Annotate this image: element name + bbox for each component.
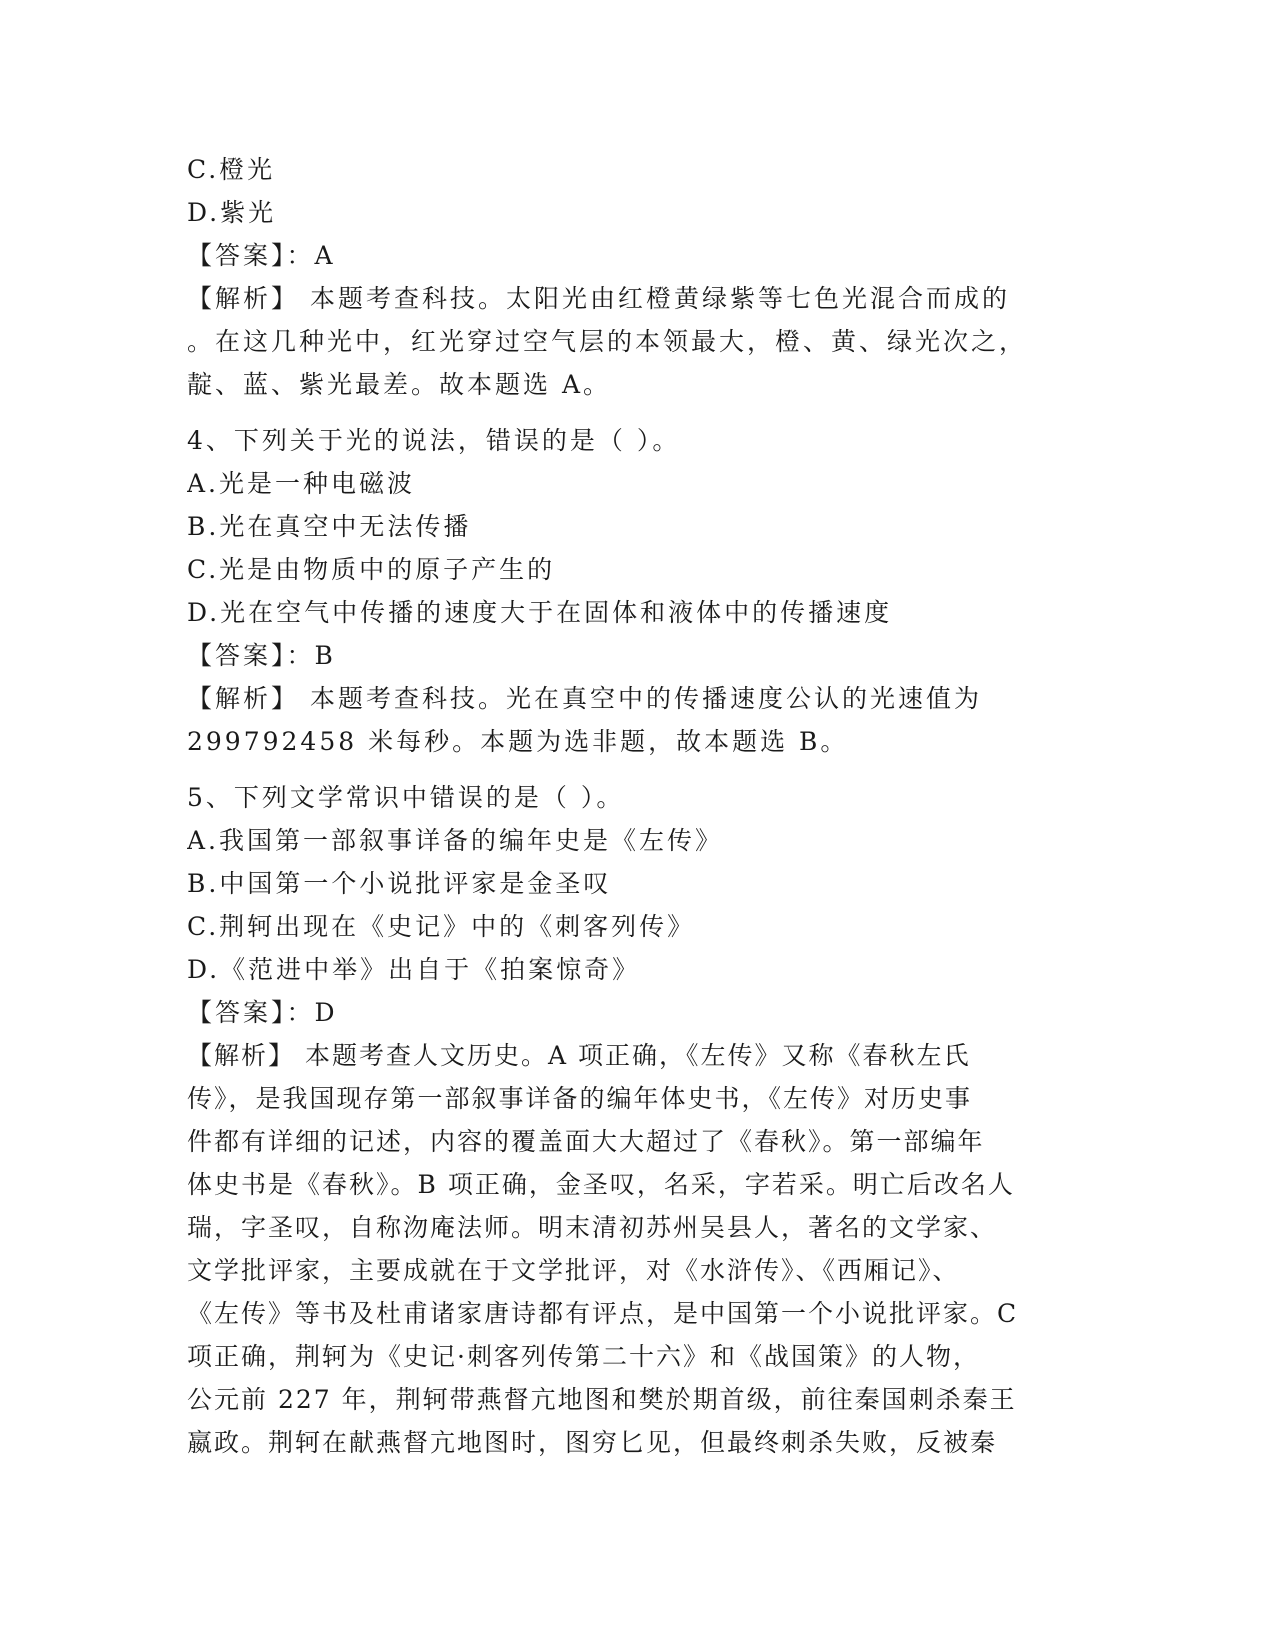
q4-analysis-line: 【解析】 本题考查科技。光在真空中的传播速度公认的光速值为 [187, 684, 982, 713]
document-content [187, 148, 1087, 1464]
q5-answer: 【答案】：D [187, 998, 338, 1027]
q3-option-c: C.橙光 [187, 155, 276, 184]
q5-option-b: B.中国第一个小说批评家是金圣叹 [187, 869, 612, 898]
q4-analysis-line: 299792458 米每秒。本题为选非题，故本题选 B。 [187, 727, 849, 756]
q5-analysis-line: 《左传》等书及杜甫诸家唐诗都有评点，是中国第一个小说批评家。C [187, 1299, 1019, 1328]
q5-analysis-line: 文学批评家，主要成就在于文学批评，对《水浒传》、《西厢记》、 [187, 1256, 960, 1285]
spacer [187, 763, 1087, 776]
q5-question: 5、下列文学常识中错误的是（ ）。 [187, 783, 625, 812]
q3-answer: 【答案】：A [187, 241, 336, 270]
q3-analysis-line: 。在这几种光中，红光穿过空气层的本领最大，橙、黄、绿光次之， [187, 327, 1028, 356]
q5-analysis-line: 瑞，字圣叹，自称沕庵法师。明末清初苏州吴县人，著名的文学家、 [187, 1213, 998, 1242]
q5-analysis-line: 项正确，荆轲为《史记·刺客列传第二十六》和《战国策》的人物， [187, 1342, 980, 1371]
q3-analysis-line: 靛、蓝、紫光最差。故本题选 A。 [187, 370, 612, 399]
q5-analysis-line: 【解析】 本题考查人文历史。A 项正确，《左传》又称《春秋左氏 [187, 1041, 971, 1070]
q4-option-c: C.光是由物质中的原子产生的 [187, 555, 556, 584]
q5-option-d: D.《范进中举》出自于《拍案惊奇》 [187, 955, 641, 984]
q5-analysis-line: 公元前 227 年，荆轲带燕督亢地图和樊於期首级，前往秦国刺杀秦王 [187, 1385, 1017, 1414]
q5-option-c: C.荆轲出现在《史记》中的《刺客列传》 [187, 912, 696, 941]
q4-question: 4、下列关于光的说法，错误的是（ ）。 [187, 426, 681, 455]
q4-option-a: A.光是一种电磁波 [187, 469, 416, 498]
q5-analysis-line: 传》，是我国现存第一部叙事详备的编年体史书，《左传》对历史事 [187, 1084, 973, 1113]
spacer [187, 406, 1087, 419]
q3-option-d: D.紫光 [187, 198, 277, 227]
q5-analysis-line: 件都有详细的记述，内容的覆盖面大大超过了《春秋》。第一部编年 [187, 1127, 985, 1156]
q5-option-a: A.我国第一部叙事详备的编年史是《左传》 [187, 826, 724, 855]
q4-option-b: B.光在真空中无法传播 [187, 512, 472, 541]
q4-option-d: D.光在空气中传播的速度大于在固体和液体中的传播速度 [187, 598, 893, 627]
q4-answer: 【答案】：B [187, 641, 336, 670]
q3-analysis-line: 【解析】 本题考查科技。太阳光由红橙黄绿紫等七色光混合而成的 [187, 284, 1010, 313]
q5-analysis-line: 嬴政。荆轲在献燕督亢地图时，图穷匕见，但最终刺杀失败，反被秦 [187, 1428, 998, 1457]
q5-analysis-line: 体史书是《春秋》。B 项正确，金圣叹，名采，字若采。明亡后改名人 [187, 1170, 1015, 1199]
